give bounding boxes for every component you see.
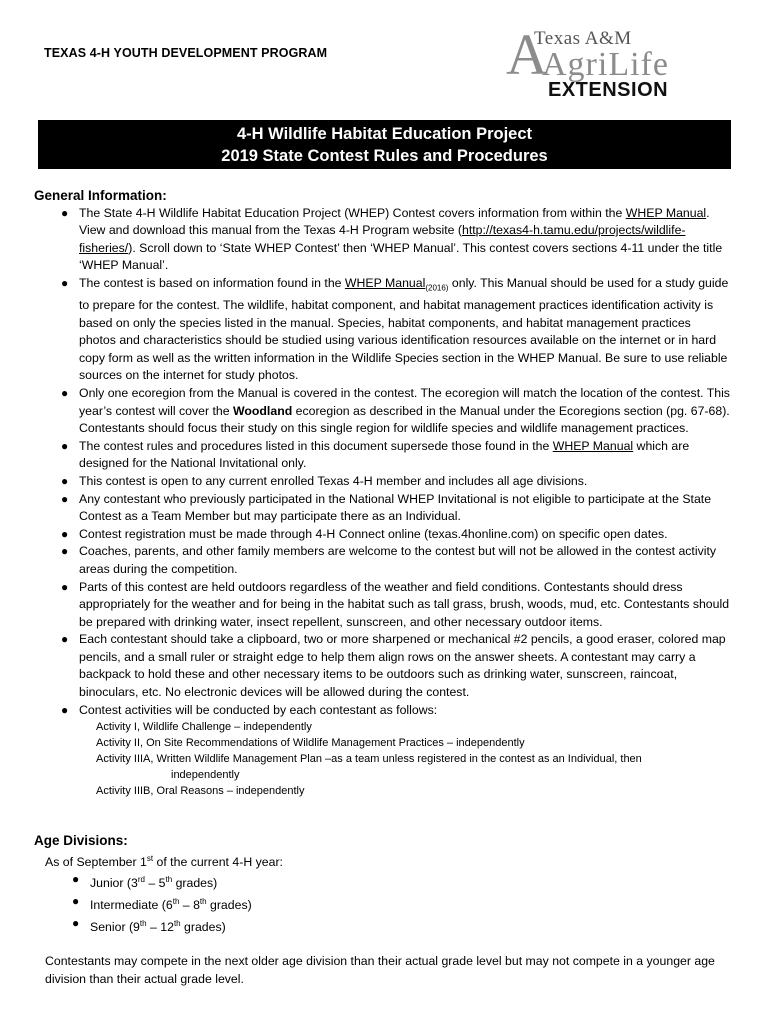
list-item: ● The State 4-H Wildlife Habitat Education Project (WHEP) Contest covers information from within the WHEP Manual. View and download this manual from the Texas 4-H Program website (http://texas4-h.tamu.edu/projects/wildlife-fisheries/). Scroll down to ‘State WHEP Contest’ then ‘WHEP Manual’. This contest covers sections 4-11 under the title ‘WHEP Manual’.: [61, 205, 723, 273]
age-intro: As of September 1st of the current 4-H year:: [45, 853, 283, 869]
bullet-icon: ●: [61, 526, 69, 541]
list-item: ● Only one ecoregion from the Manual is covered in the contest. The ecoregion will match the location of the contest. This year’s contest will cover the Woodland ecoregion as described in the Manual under the Ecoregions section (pg. 67-68). Contestants should focus their study on this single region for wildlife species and wildlife management practices.: [61, 385, 730, 436]
bullet-icon: ●: [61, 275, 69, 290]
list-item: ● Senior (9th – 12th grades): [72, 915, 226, 934]
list-item: ● The contest rules and procedures listed in this document supersede those found in the WHEP Manual which are designed for the National Invitational only.: [61, 438, 690, 471]
list-item: ● Intermediate (6th – 8th grades): [72, 893, 252, 913]
bullet-icon: ●: [72, 915, 80, 930]
list-item: ● Contest registration must be made through 4-H Connect online (texas.4honline.com) on specific open dates.: [34, 526, 730, 544]
general-information-section: [34, 187, 730, 799]
activity-3b: Activity IIIB, Oral Reasons – independently: [96, 785, 305, 798]
activity-2: Activity II, On Site Recommendations of Wildlife Management Practices – independently: [96, 737, 525, 750]
logo-line1: Texas A&M: [534, 28, 632, 49]
title-line2: 2019 State Contest Rules and Procedures: [221, 147, 548, 165]
age-note: Contestants may compete in the next older age division than their actual grade level but may not compete in a younger age division than their actual grade level.: [45, 954, 715, 986]
list-item: ● Each contestant should take a clipboard, two or more sharpened or mechanical #2 pencils, a good eraser, colored map pencils, and a small ruler or straight edge to help them align rows on the answer sheets. A contestant may carry a backpack to hold these and other necessary items to be outdoors such as drinking water, sunscreen, raincoat, binoculars, etc. No electronic devices will be allowed during the contest.: [61, 632, 726, 700]
agrilife-logo: [506, 24, 686, 100]
title-line1: 4-H Wildlife Habitat Education Project: [236, 125, 533, 143]
bullet-icon: ●: [61, 702, 69, 717]
activities-list: [34, 719, 730, 799]
bullet-icon: ●: [61, 205, 69, 220]
whep-manual-link[interactable]: WHEP Manual: [625, 205, 707, 220]
bullet-icon: ●: [61, 544, 69, 559]
activity-3a-cont: independently: [171, 769, 240, 782]
program-name: TEXAS 4-H YOUTH DEVELOPMENT PROGRAM: [44, 46, 328, 60]
bullet-icon: ●: [61, 473, 69, 488]
list-item: ● Any contestant who previously participated in the National WHEP Invitational is not eligible to participate at the State Contest as a Team Member but may participate there as an Individual.: [61, 491, 712, 524]
activity-1: Activity I, Wildlife Challenge – independently: [96, 721, 312, 734]
bullet-icon: ●: [61, 579, 69, 594]
general-heading: General Information:: [34, 188, 167, 203]
general-bullets: [34, 205, 730, 720]
logo-line2: AgriLife: [542, 46, 669, 83]
list-item: ● Junior (3rd – 5th grades): [72, 872, 218, 891]
bullet-icon: ●: [61, 385, 69, 400]
age-heading: Age Divisions:: [34, 833, 128, 848]
age-divisions-section: [34, 832, 730, 989]
list-item: ● Parts of this contest are held outdoors regardless of the weather and field conditions. Contestants should dress appropriately for the weather and for being in the habitat such as tall grass, brush, woods, mud, etc. Contestants should be prepared with drinking water, insect repellent, sunscreen, and other necessary outdoor items.: [61, 579, 730, 629]
list-item: ● Coaches, parents, and other family members are welcome to the contest but will not be allowed in the contest activity areas during the competition.: [61, 544, 717, 576]
age-bullets: [34, 871, 730, 936]
whep-manual-link[interactable]: WHEP Manual: [344, 275, 426, 290]
bullet-icon: ●: [61, 438, 69, 453]
logo-mark: A: [506, 22, 548, 87]
bullet-icon: ●: [61, 632, 69, 647]
list-item: ● Contest activities will be conducted by each contestant as follows:: [34, 702, 730, 720]
title-banner: [38, 120, 731, 169]
bullet-icon: ●: [61, 491, 69, 506]
list-item: ● The contest is based on information found in the WHEP Manual$_{(2016)}$ only. This Manual should be used for a study guide to prepare for the contest. The wildlife, habitat component, and habitat management practices identification activity is based on only the species listed in the manual. Species, habitat components, and habitat management practices photos and characteristics should be studied using various identification resources available on the internet or in hard copy form as well as the written information in the Wildlife Species section in the WHEP Manual. Be sure to use reliable sources on the internet for study photos.: [61, 275, 729, 383]
website-link[interactable]: http://texas4-h.tamu.edu/projects/wildlife-fisheries/: [79, 223, 686, 255]
logo-line3: EXTENSION: [548, 79, 669, 101]
whep-manual-link[interactable]: WHEP Manual: [552, 438, 634, 453]
activity-3a: Activity IIIA, Written Wildlife Management Plan –as a team unless registered in the contest as an Individual, then: [96, 753, 642, 766]
bullet-icon: ●: [72, 872, 80, 887]
bullet-icon: ●: [72, 893, 80, 908]
list-item: ● This contest is open to any current enrolled Texas 4-H member and includes all age divisions.: [34, 473, 730, 491]
